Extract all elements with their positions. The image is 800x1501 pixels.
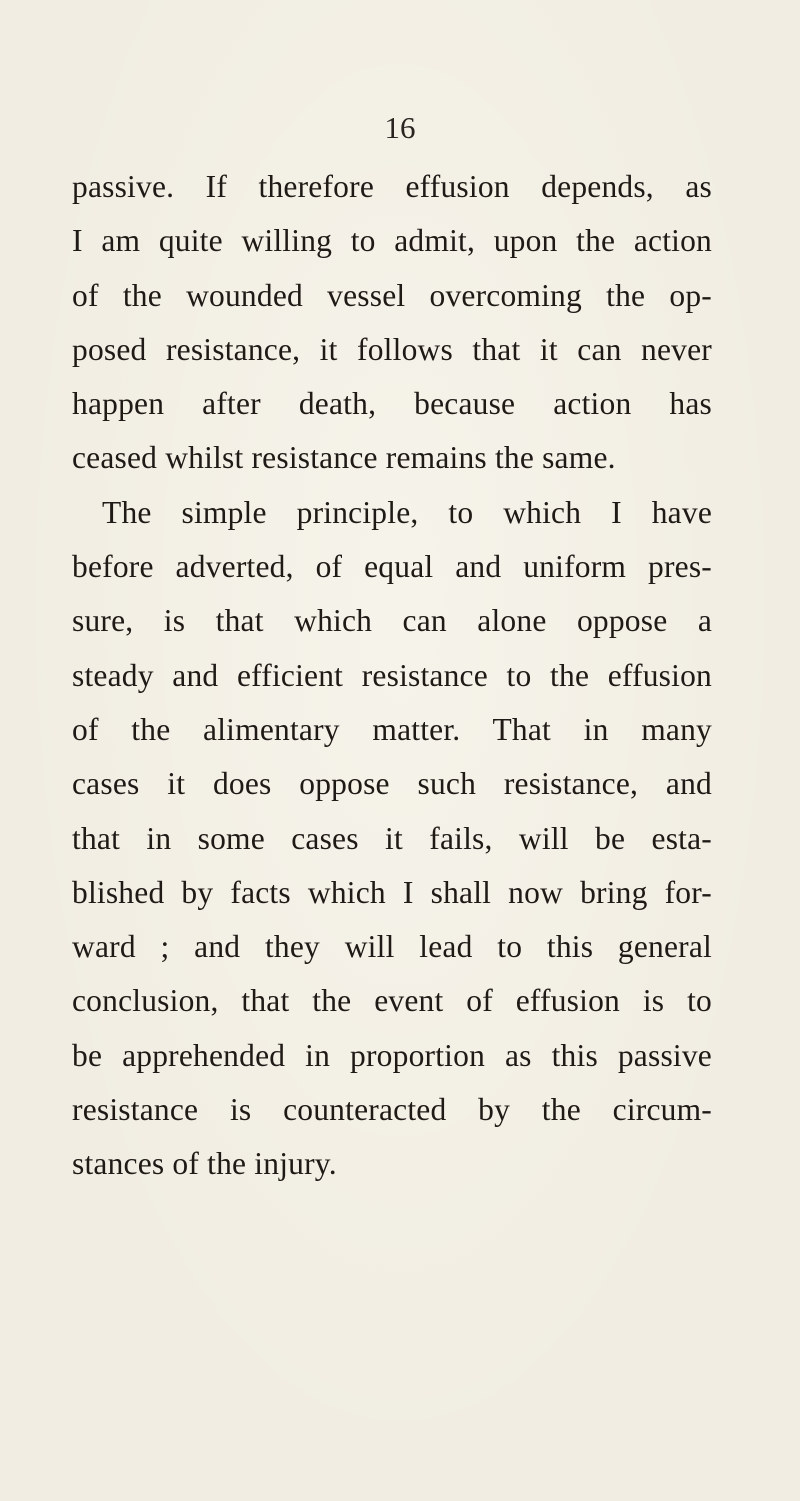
text-line: ward ; and they will lead to this general [72, 929, 712, 965]
text-line: of the alimentary matter. That in many [72, 711, 712, 747]
text-line: happen after death, because action has [72, 386, 712, 422]
text-line: passive. If therefore effusion depends, as [72, 169, 712, 204]
text-line: conclusion, that the event of effusion is to [72, 983, 712, 1019]
text-line: posed resistance, it follows that it can never [72, 331, 712, 367]
text-line: The simple principle, to which I have [102, 494, 712, 530]
text-line: sure, is that which can alone oppose a [72, 603, 712, 639]
text-line: blished by facts which I shall now bring for- [72, 874, 712, 910]
body-text [72, 160, 712, 1192]
text-line: stances of the injury. [72, 1146, 337, 1182]
text-line: steady and efficient resistance to the effusion [72, 657, 712, 693]
text-line: ceased whilst resistance remains the same. [72, 440, 616, 476]
text-line: I am quite willing to admit, upon the action [72, 223, 712, 259]
text-line: be apprehended in proportion as this passive [72, 1037, 712, 1073]
text-line: resistance is counteracted by the circum- [72, 1092, 712, 1128]
text-line: of the wounded vessel overcoming the op- [72, 277, 712, 313]
text-line: that in some cases it fails, will be esta- [72, 820, 712, 856]
page-number: 16 [384, 110, 416, 145]
text-line: cases it does oppose such resistance, and [72, 766, 712, 802]
text-line: before adverted, of equal and uniform pres- [72, 549, 712, 585]
